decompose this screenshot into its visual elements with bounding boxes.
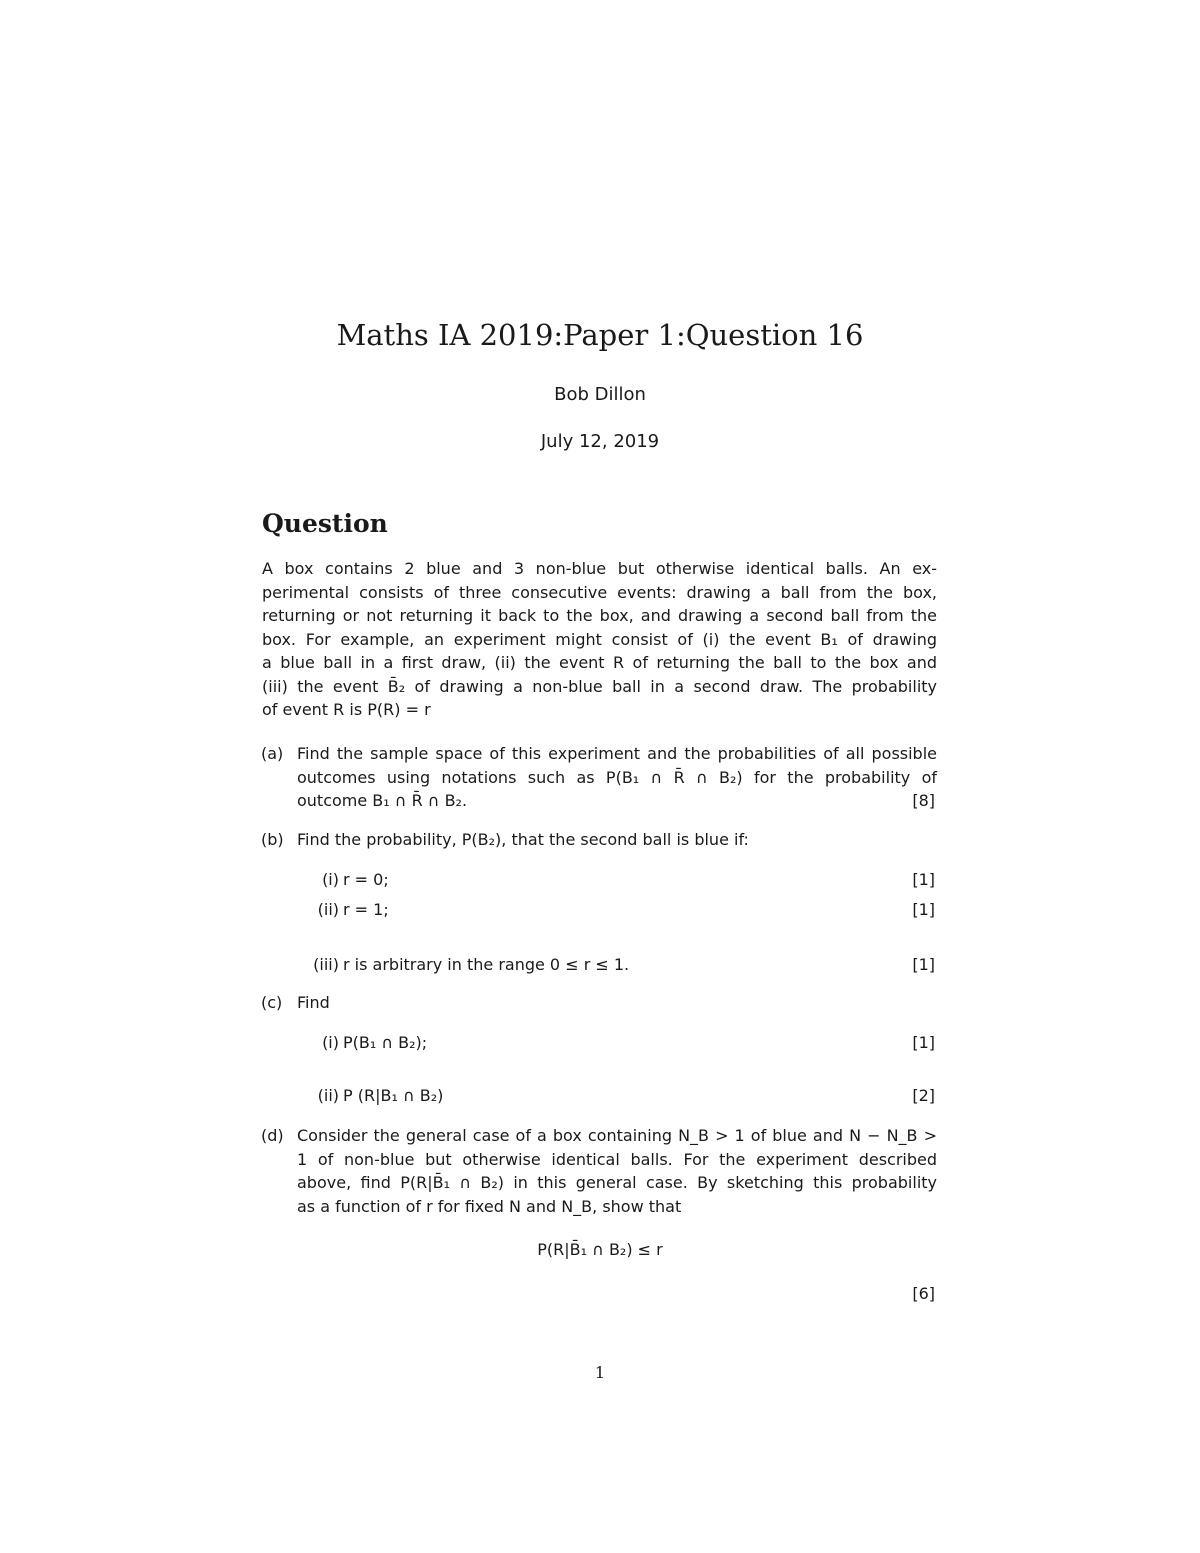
part-b-iii-marks: [1]	[912, 955, 935, 974]
part-a-line: Find the sample space of this experiment and the probabilities of all possible	[297, 744, 937, 763]
part-d-equation: P(R|B̄₁ ∩ B₂) ≤ r	[537, 1240, 663, 1259]
part-c-ii-label: (ii)	[317, 1086, 339, 1105]
part-d-marks: [6]	[912, 1284, 935, 1303]
part-c-i-text: P(B₁ ∩ B₂);	[343, 1033, 428, 1052]
intro-line: A box contains 2 blue and 3 non-blue but otherwise identical balls. An ex-	[262, 559, 937, 578]
page-number: 1	[594, 1363, 606, 1382]
part-b-ii-label: (ii)	[317, 900, 339, 919]
part-b-iii-label: (iii)	[313, 955, 339, 974]
part-b-i-label: (i)	[322, 870, 339, 889]
part-c-i-marks: [1]	[912, 1033, 935, 1052]
part-c-label: (c)	[261, 993, 283, 1012]
intro-line: perimental consists of three consecutive events: drawing a ball from the box,	[262, 582, 937, 602]
intro-line: of event R is P(R) = r	[262, 700, 431, 719]
intro-line: returning or not returning it back to the box, and drawing a second ball from the	[262, 606, 937, 625]
intro-line: (iii) the event B̄₂ of drawing a non-blue ball in a second draw. The probability	[262, 676, 937, 696]
part-d-text	[297, 1124, 937, 1218]
part-d-line: 1 of non-blue but otherwise identical balls. For the experiment described	[297, 1149, 937, 1169]
intro-line: a blue ball in a first draw, (ii) the event R of returning the ball to the box and	[262, 653, 937, 672]
author-name: Bob Dillon	[554, 384, 646, 405]
part-b-i-text: r = 0;	[343, 870, 389, 889]
part-d-line: Consider the general case of a box containing N_B > 1 of blue and N − N_B >	[297, 1126, 937, 1145]
part-a-text	[297, 742, 937, 813]
part-b-ii-marks: [1]	[912, 900, 935, 919]
part-a-marks: [8]	[912, 791, 935, 810]
part-a-line: outcomes using notations such as P(B₁ ∩ R̄ ∩ B₂) for the probability of	[297, 767, 937, 787]
section-heading: Question	[262, 509, 388, 538]
question-intro	[262, 557, 937, 722]
part-a-label: (a)	[261, 744, 284, 763]
part-b-i-marks: [1]	[912, 870, 935, 889]
part-b-ii-text: r = 1;	[343, 900, 389, 919]
part-c-ii-marks: [2]	[912, 1086, 935, 1105]
part-b-text: Find the probability, P(B₂), that the second ball is blue if:	[297, 830, 749, 849]
part-c-i-label: (i)	[322, 1033, 339, 1052]
part-c-ii-text: P (R|B₁ ∩ B₂)	[343, 1086, 444, 1105]
intro-line: box. For example, an experiment might consist of (i) the event B₁ of drawing	[262, 629, 937, 649]
part-d-line: as a function of r for fixed N and N_B, show that	[297, 1196, 682, 1216]
part-b-label: (b)	[261, 830, 284, 849]
document-title: Maths IA 2019:Paper 1:Question 16	[336, 318, 864, 352]
part-b-iii-text: r is arbitrary in the range 0 ≤ r ≤ 1.	[343, 955, 630, 974]
document-date: July 12, 2019	[540, 431, 660, 452]
part-d-line: above, find P(R|B̄₁ ∩ B₂) in this general case. By sketching this probability	[297, 1173, 937, 1192]
part-d-label: (d)	[261, 1126, 284, 1145]
part-c-text: Find	[297, 993, 330, 1012]
part-a-line: outcome B₁ ∩ R̄ ∩ B₂.	[297, 791, 468, 810]
